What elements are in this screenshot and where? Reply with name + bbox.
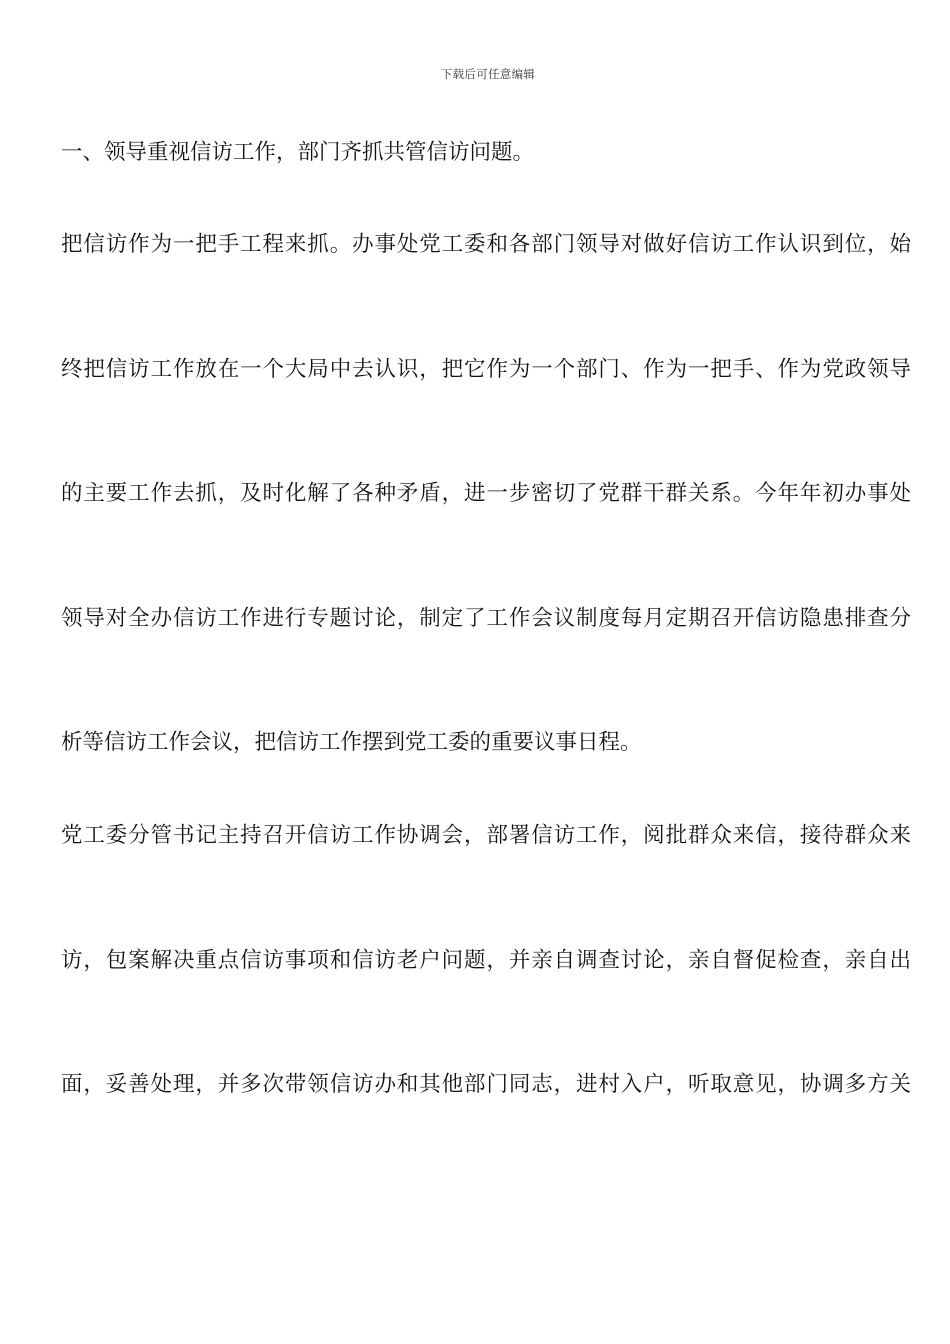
paragraph-1-line-2: 终把信访工作放在一个大局中去认识，把它作为一个部门、作为一把手、作为党政领导 bbox=[61, 357, 911, 382]
section-heading: 一、领导重视信访工作，部门齐抓共管信访问题。 bbox=[61, 140, 535, 165]
paragraph-1-line-5: 析等信访工作会议，把信访工作摆到党工委的重要议事日程。 bbox=[61, 730, 642, 755]
paragraph-2-line-1: 党工委分管书记主持召开信访工作协调会，部署信访工作，阅批群众来信，接待群众来 bbox=[61, 823, 911, 848]
paragraph-1-line-3: 的主要工作去抓，及时化解了各种矛盾，进一步密切了党群干群关系。今年年初办事处 bbox=[61, 481, 911, 506]
paragraph-2-line-3: 面，妥善处理，并多次带领信访办和其他部门同志，进村入户，听取意见，协调多方关 bbox=[61, 1072, 911, 1097]
header-note: 下载后可任意编辑 bbox=[440, 67, 536, 81]
paragraph-1-line-1: 把信访作为一把手工程来抓。办事处党工委和各部门领导对做好信访工作认识到位，始 bbox=[61, 232, 911, 257]
paragraph-2-line-2: 访，包案解决重点信访事项和信访老户问题，并亲自调查讨论，亲自督促检查，亲自出 bbox=[61, 948, 911, 973]
paragraph-1-line-4: 领导对全办信访工作进行专题讨论，制定了工作会议制度每月定期召开信访隐患排查分 bbox=[61, 606, 911, 631]
